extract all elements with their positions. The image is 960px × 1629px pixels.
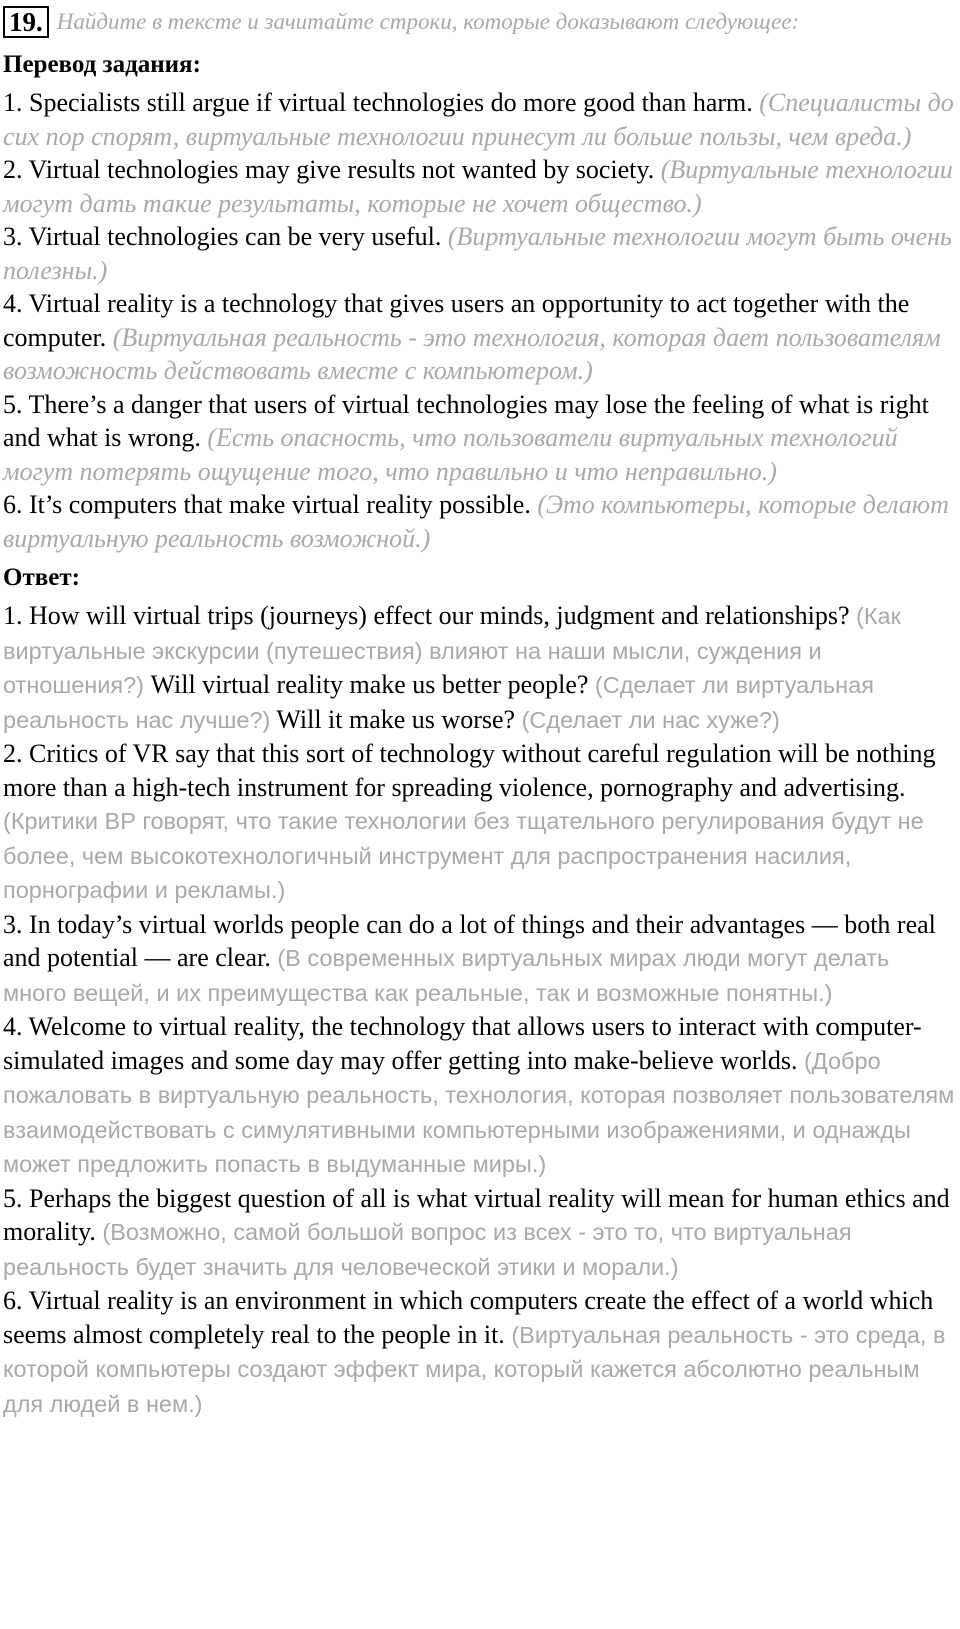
answer-item-5	[3, 1182, 957, 1285]
answer-text: 5. Perhaps the biggest question of all is what virtual reality will mean for human ethics and morality.	[3, 1183, 950, 1246]
answer-section-title: Ответ:	[3, 564, 80, 591]
item-translation: (Виртуальные технологии могут дать такие результаты, которые не хочет общество.)	[3, 155, 953, 218]
answer-item-1	[3, 599, 957, 737]
translation-item-4	[3, 287, 957, 388]
translation-section-title: Перевод задания:	[3, 51, 201, 78]
answer-text: Will it make us worse?	[276, 704, 516, 734]
answer-text: 6. Virtual reality is an environment in which computers create the effect of a world which seems almost completely real to the people in it.	[3, 1286, 934, 1349]
item-translation: (Это компьютеры, которые делают виртуальную реальность возможной.)	[3, 490, 949, 553]
item-text: 3. Virtual technologies can be very useful.	[3, 222, 442, 251]
translation-item-6	[3, 488, 957, 555]
item-translation: (Есть опасность, что пользователи виртуальных технологий могут потерять ощущение того, что правильно и что неправильно.)	[3, 423, 898, 486]
translation-item-2	[3, 153, 957, 220]
answer-item-6	[3, 1284, 957, 1421]
task-instruction: Найдите в тексте и зачитайте строки, которые доказывают следующее:	[56, 9, 800, 34]
answer-translation: (Добро пожаловать в виртуальную реальность, технология, которая позволяет пользователям взаимодействовать с симулятивными компьютерными изображениями, и однажды может предложить попасть в выдуманные миры.)	[3, 1047, 955, 1177]
item-translation: (Виртуальные технологии могут быть очень полезны.)	[3, 222, 952, 285]
answer-text: Will virtual reality make us better people?	[150, 670, 589, 699]
answer-item-4	[3, 1010, 957, 1182]
item-translation: (Специалисты до сих пор спорят, виртуальные технологии принесут ли больше пользы, чем вреда.)	[3, 88, 954, 151]
translation-item-3	[3, 220, 957, 287]
answer-translation: (Возможно, самой большой вопрос из всех - это то, что виртуальная реальность будет значить для человеческой этики и морали.)	[3, 1219, 852, 1280]
answer-translation: (Критики ВР говорят, что такие технологии без тщательного регулирования будут не более, чем высокотехнологичный инструмент для распространения насилия, порнографии и рекламы.)	[3, 808, 924, 903]
translation-item-1	[3, 86, 957, 153]
answer-text: 1. How will virtual trips (journeys) effect our minds, judgment and relationships?	[3, 601, 850, 630]
task-number: 19.	[3, 6, 49, 38]
item-text: 5. There’s a danger that users of virtual technologies may lose the feeling of what is right and what is wrong.	[3, 389, 929, 452]
answer-translation: (Как виртуальные экскурсии (путешествия) влияют на наши мысли, суждения и отношения?)	[3, 603, 901, 698]
answer-text: 2. Critics of VR say that this sort of technology without careful regulation will be nothing more than a high-tech instrument for spreading violence, pornography and advertising.	[3, 739, 936, 802]
answer-item-2	[3, 737, 957, 908]
answer-text: 4. Welcome to virtual reality, the technology that allows users to interact with computer-simulated images and some day may offer getting into make-believe worlds.	[3, 1012, 922, 1075]
answer-translation: (В современных виртуальных мирах люди могут делать много вещей, и их преимущества как реальные, так и возможные понятны.)	[3, 945, 890, 1006]
document-page	[3, 4, 957, 1421]
item-translation: (Виртуальная реальность - это технология, которая дает пользователям возможность действовать вместе с компьютером.)	[3, 322, 941, 385]
answer-text: 3. In today’s virtual worlds people can do a lot of things and their advantages — both real and potential — are clear.	[3, 909, 936, 972]
task-header	[3, 4, 957, 40]
item-text: 6. It’s computers that make virtual reality possible.	[3, 490, 531, 519]
answer-item-3	[3, 908, 957, 1011]
answer-translation: (Виртуальная реальность - это среда, в которой компьютеры создают эффект мира, который кажется абсолютно реальным для людей в нем.)	[3, 1321, 946, 1417]
item-text: 1. Specialists still argue if virtual technologies do more good than harm.	[3, 88, 753, 117]
translation-item-5	[3, 388, 957, 489]
answer-translation: (Сделает ли виртуальная реальность нас лучше?)	[3, 672, 874, 733]
item-text: 2. Virtual technologies may give results not wanted by society.	[3, 155, 655, 184]
item-text: 4. Virtual reality is a technology that gives users an opportunity to act together with the computer.	[3, 289, 910, 352]
answer-translation: (Сделает ли нас хуже?)	[521, 706, 780, 733]
